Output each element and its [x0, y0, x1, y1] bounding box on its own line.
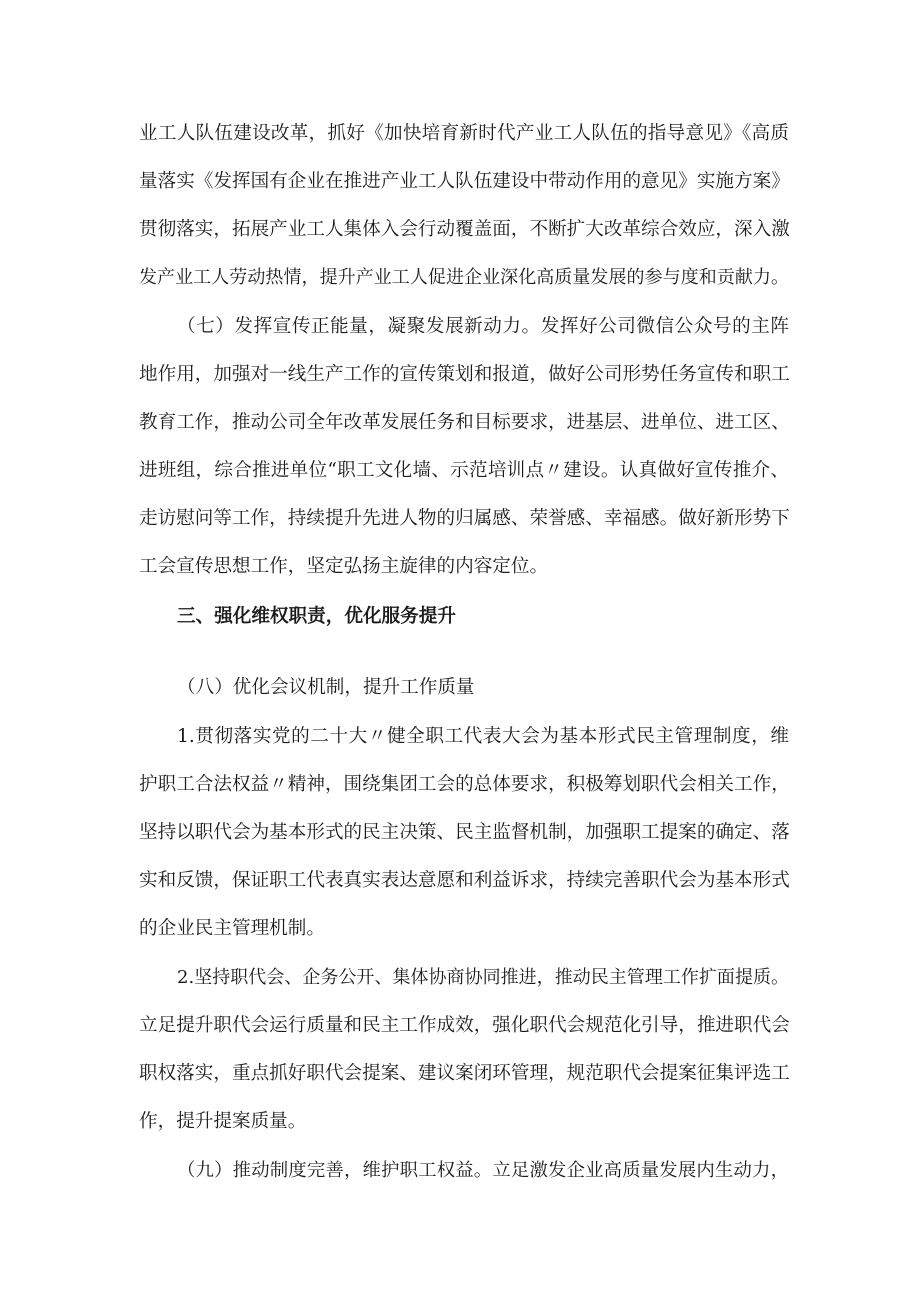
paragraph-first-line: （七）发挥宣传正能量，凝聚发展新动力。发挥好公司微信公众号的主阵	[177, 316, 789, 337]
text-line: 贯彻落实，拓展产业工人集体入会行动覆盖面，不断扩大改革综合效应，深入激	[139, 219, 790, 240]
text-line: 职权落实，重点抓好职代会提案、建议案闭环管理，规范职代会提案征集评选工	[139, 1063, 790, 1084]
text-line: 立足提升职代会运行质量和民主工作成效，强化职代会规范化引导，推进职代会	[139, 1015, 790, 1036]
subsection-heading: （八）优化会议机制，提升工作质量	[177, 677, 475, 698]
text-line: 坚持以职代会为基本形式的民主决策、民主监督机制，加强职工提案的确定、落	[139, 822, 790, 843]
text-line: 教育工作，推动公司全年改革发展任务和目标要求，进基层、进单位、进工区、	[139, 412, 790, 433]
text-line: 的企业民主管理机制。	[139, 918, 325, 939]
paragraph-first-line: 1.贯彻落实党的二十大〃健全职工代表大会为基本形式民主管理制度，维	[177, 726, 789, 747]
text-line: 工会宣传思想工作，坚定弘扬主旋律的内容定位。	[139, 556, 549, 577]
text-line: 业工人队伍建设改革，抓好《加快培育新时代产业工人队伍的指导意见》《高质	[139, 123, 789, 144]
text-line: 量落实《发挥国有企业在推进产业工人队伍建设中带动作用的意见》实施方案》	[139, 171, 790, 192]
text-line: 地作用，加强对一线生产工作的宣传策划和报道，做好公司形势任务宣传和职工	[139, 364, 790, 385]
paragraph-first-line: 2.坚持职代会、企务公开、集体协商协同推进，推动民主管理工作扩面提质。	[177, 967, 789, 988]
text-line: 发产业工人劳动热情，提升产业工人促进企业深化高质量发展的参与度和贡献力。	[139, 267, 789, 288]
text-line: 作，提升提案质量。	[139, 1111, 307, 1132]
paragraph-first-line: （九）推动制度完善，维护职工权益。立足激发企业高质量发展内生动力，	[177, 1160, 789, 1181]
section-heading: 三、强化维权职责，优化服务提升	[177, 606, 456, 627]
text-line: 实和反馈，保证职工代表真实表达意愿和利益诉求，持续完善职代会为基本形式	[139, 870, 790, 891]
text-line: 进班组，综合推进单位“职工文化墙、示范培训点〃建设。认真做好宣传推介、	[139, 460, 789, 481]
text-line: 走访慰问等工作，持续提升先进人物的归属感、荣誉感、幸福感。做好新形势下	[139, 508, 790, 529]
text-line: 护职工合法权益〃精神，围绕集团工会的总体要求，积极筹划职代会相关工作，	[139, 774, 790, 795]
